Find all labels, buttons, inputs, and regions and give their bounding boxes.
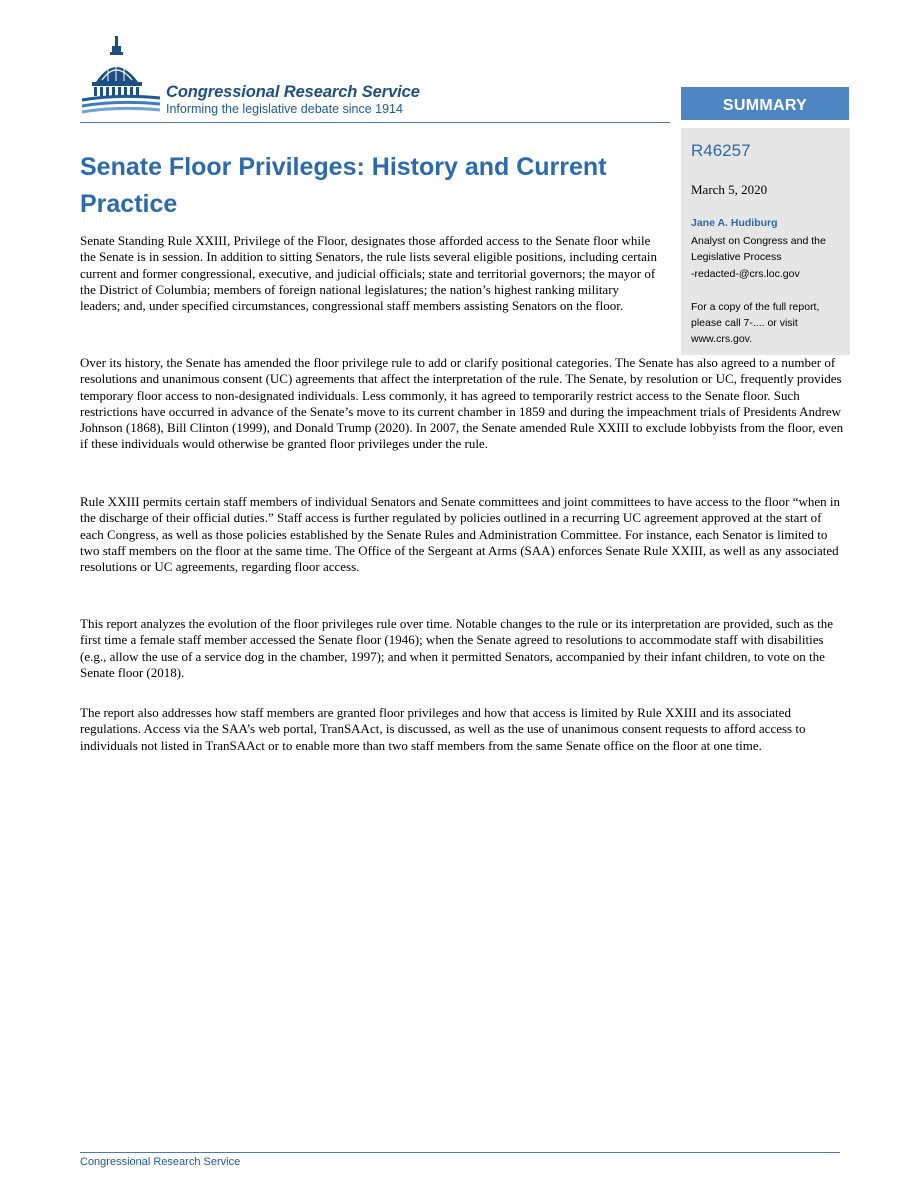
summary-paragraph: The report also addresses how staff members are granted floor privileges and how that access is limited by Rule XXIII and its associated regulations. Access via the SAA’s web portal, TranSAAct, is discussed, as well as the use of unanimous consent requests to afford access to individuals not listed in TranSAAct or to enable more than two staff members from the same Senate office on the floor at one time. bbox=[80, 705, 806, 753]
report-date: March 5, 2020 bbox=[691, 182, 768, 197]
footer-divider bbox=[80, 1152, 840, 1153]
author-email: -redacted-@crs.loc.gov bbox=[691, 268, 800, 280]
crs-logo bbox=[80, 34, 480, 122]
summary-heading: SUMMARY bbox=[681, 87, 849, 120]
summary-paragraph: This report analyzes the evolution of the floor privileges rule over time. Notable changes to the rule or its interpretation are provided, such as the first time a female staff member accessed the Senate floor (1946); when the Senate agreed to resolutions to accommodate staff with disabilities (e.g., allow the use of a service dog in the chamber, 1997); and when it permitted Senators, accompanied by their infant children, to vote on the Senate floor (2018). bbox=[80, 616, 834, 680]
copy-request-note: For a copy of the full report, please call 7-.... or visit www.crs.gov. bbox=[691, 301, 820, 345]
header-divider bbox=[80, 122, 670, 123]
page-title: Senate Floor Privileges: History and Current Practice bbox=[80, 153, 607, 218]
author-name: Jane A. Hudiburg bbox=[691, 217, 778, 229]
summary-paragraph: Over its history, the Senate has amended the floor privilege rule to add or clarify positional categories. The Senate has also agreed to a number of resolutions and unanimous consent (UC) agreements that affect the interpretation of the rule. The Senate, by resolution or UC, frequently provides temporary floor access to non-designated individuals. Less commonly, it has agreed to temporarily restrict access to the Senate floor. Such restrictions have occurred in advance of the Senate’s move to its current chamber in 1859 and during the impeachment trials of Presidents Andrew Johnson (1868), Bill Clinton (1999), and Donald Trump (2020). In 2007, the Senate amended Rule XXIII to exclude lobbyists from the floor, even if these individuals would otherwise be granted floor privileges under the rule. bbox=[80, 355, 844, 452]
org-tagline: Informing the legislative debate since 1914 bbox=[166, 102, 403, 116]
org-name: Congressional Research Service bbox=[166, 83, 420, 101]
summary-paragraph: Rule XXIII permits certain staff members of individual Senators and Senate committees and joint committees to have access to the floor “when in the discharge of their official duties.” Staff access is further regulated by policies outlined in a recurring UC agreement approved at the start of each Congress, as well as those policies established by the Senate Rules and Administration Committee. For instance, each Senator is limited to two staff members on the floor at the same time. The Office of the Sergeant at Arms (SAA) enforces Senate Rule XXIII, as well as any associated resolutions or UC agreements, regarding floor access. bbox=[80, 494, 841, 575]
author-role: Analyst on Congress and the Legislative Process bbox=[691, 235, 826, 263]
report-number: R46257 bbox=[691, 141, 751, 160]
footer-org-name: Congressional Research Service bbox=[80, 1156, 241, 1168]
summary-paragraph: Senate Standing Rule XXIII, Privilege of the Floor, designates those afforded access to the Senate floor while the Senate is in session. In addition to sitting Senators, the rule lists several eligible positions, including certain current and former congressional, executive, and judicial officials; state and territorial governors; the mayor of the District of Columbia; members of foreign national legislatures; the nation’s highest ranking military leaders; and, under specified circumstances, congressional staff members assisting Senators on the floor. bbox=[80, 233, 657, 314]
capitol-dome-icon bbox=[80, 34, 162, 122]
